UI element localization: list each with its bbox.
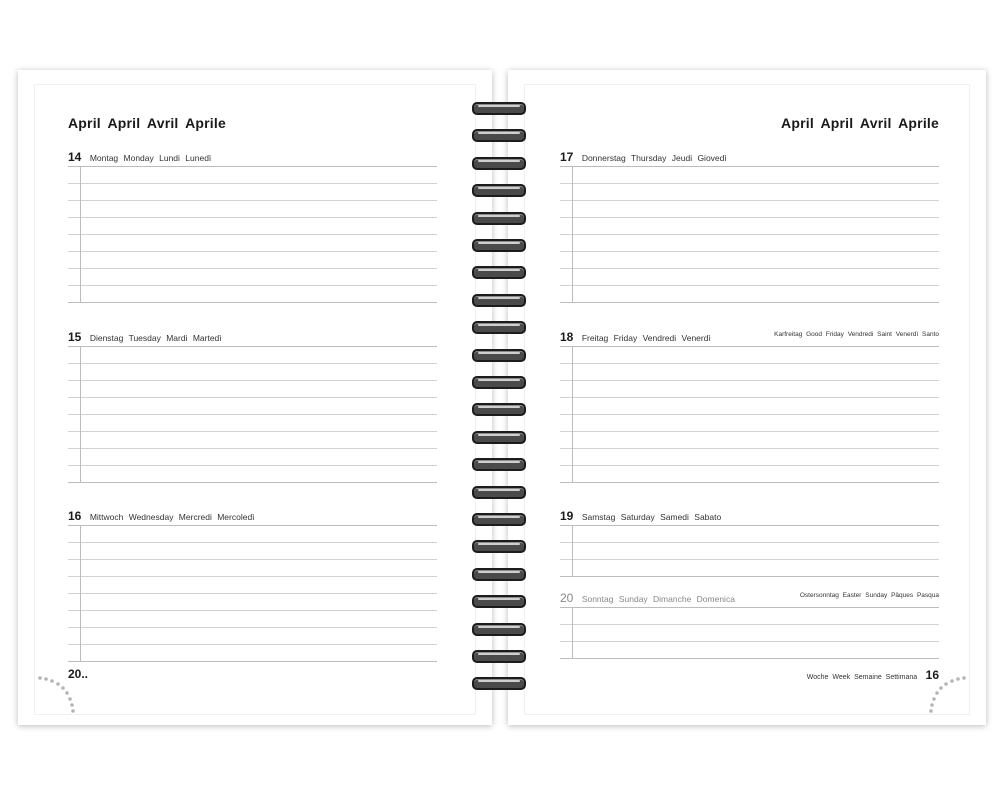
day-number: 14 bbox=[68, 150, 82, 164]
corner-dots-icon bbox=[918, 670, 968, 720]
holiday-label: Karfreitag Good Friday Vendredi Saint Venerdì Santo bbox=[774, 331, 939, 338]
writing-lines[interactable] bbox=[560, 166, 939, 303]
day-names: Mittwoch Wednesday Mercredi Mercoledì bbox=[89, 512, 255, 522]
spiral-ring-icon bbox=[470, 210, 528, 224]
corner-dots-icon bbox=[36, 670, 86, 720]
day-names: Sonntag Sunday Dimanche Domenica bbox=[581, 594, 735, 604]
day-header bbox=[560, 148, 939, 166]
spiral-ring-icon bbox=[470, 374, 528, 388]
spiral-ring-icon bbox=[470, 484, 528, 498]
day-block-16 bbox=[68, 507, 437, 662]
day-number: 20 bbox=[560, 591, 574, 605]
spiral-ring-icon bbox=[470, 429, 528, 443]
day-header bbox=[68, 148, 437, 166]
spiral-ring-icon bbox=[470, 593, 528, 607]
spiral-ring-icon bbox=[470, 127, 528, 141]
spiral-ring-icon bbox=[470, 675, 528, 689]
spiral-ring-icon bbox=[470, 155, 528, 169]
day-names: Donnerstag Thursday Jeudi Giovedì bbox=[581, 153, 727, 163]
left-page bbox=[18, 70, 492, 725]
spiral-ring-icon bbox=[470, 292, 528, 306]
day-header bbox=[68, 328, 437, 346]
day-block-17 bbox=[560, 148, 939, 303]
spiral-ring-icon bbox=[470, 264, 528, 278]
day-number: 18 bbox=[560, 330, 574, 344]
spiral-ring-icon bbox=[470, 511, 528, 525]
day-block-18 bbox=[560, 328, 939, 483]
spiral-ring-icon bbox=[470, 347, 528, 361]
day-number: 15 bbox=[68, 330, 82, 344]
day-block-15 bbox=[68, 328, 437, 483]
day-names: Freitag Friday Vendredi Venerdì bbox=[581, 333, 711, 343]
year-label: 20.. bbox=[68, 667, 89, 681]
week-number: 16 bbox=[925, 668, 939, 682]
day-header bbox=[560, 507, 939, 525]
spiral-ring-icon bbox=[470, 401, 528, 415]
spiral-ring-icon bbox=[470, 319, 528, 333]
day-block-20 bbox=[560, 589, 939, 659]
right-page bbox=[508, 70, 986, 725]
day-block-19 bbox=[560, 507, 939, 577]
writing-lines[interactable] bbox=[560, 346, 939, 483]
day-number: 16 bbox=[68, 509, 82, 523]
day-block-14 bbox=[68, 148, 437, 303]
writing-lines[interactable] bbox=[68, 346, 437, 483]
spiral-ring-icon bbox=[470, 621, 528, 635]
day-names: Dienstag Tuesday Mardi Martedì bbox=[89, 333, 222, 343]
month-title-right: April April Avril Aprile bbox=[781, 115, 939, 131]
day-header bbox=[560, 328, 939, 346]
spiral-ring-icon bbox=[470, 100, 528, 114]
day-number: 19 bbox=[560, 509, 574, 523]
spiral-ring-icon bbox=[470, 182, 528, 196]
day-names: Samstag Saturday Samedi Sabato bbox=[581, 512, 722, 522]
spiral-ring-icon bbox=[470, 648, 528, 662]
writing-lines[interactable] bbox=[68, 166, 437, 303]
spiral-binding bbox=[470, 100, 528, 700]
day-names: Montag Monday Lundi Lunedì bbox=[89, 153, 212, 163]
writing-lines[interactable] bbox=[560, 525, 939, 577]
day-header bbox=[68, 507, 437, 525]
day-header bbox=[560, 589, 939, 607]
writing-lines[interactable] bbox=[560, 607, 939, 659]
day-number: 17 bbox=[560, 150, 574, 164]
holiday-label: Ostersonntag Easter Sunday Pâques Pasqua bbox=[799, 592, 939, 599]
spiral-ring-icon bbox=[470, 237, 528, 251]
spiral-ring-icon bbox=[470, 538, 528, 552]
month-title-left: April April Avril Aprile bbox=[68, 115, 226, 131]
writing-lines[interactable] bbox=[68, 525, 437, 662]
spiral-ring-icon bbox=[470, 456, 528, 470]
week-label: Woche Week Semaine Settimana bbox=[806, 674, 918, 681]
spiral-ring-icon bbox=[470, 566, 528, 580]
